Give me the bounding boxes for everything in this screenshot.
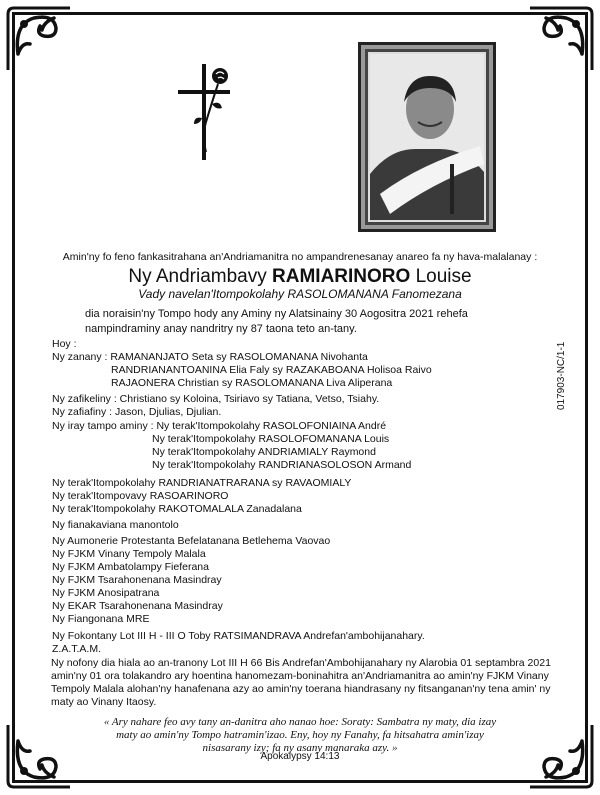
intro-text: Amin'ny fo feno fankasitrahana an'Andriamanitra no ampandrenesanay anareo fa ny hava-malalanay : bbox=[62, 251, 538, 263]
relatives-line: Ny terak'Itompovavy RASOARINORO bbox=[52, 490, 229, 502]
fokontany-line: Ny Fokontany Lot III H - III O Toby RATSIMANDRAVA Andrefan'ambohijanahary. bbox=[52, 630, 425, 642]
grandchildren: Ny zafikeliny : Christiano sy Koloina, Tsiriavo sy Tatiana, Vetso, Tsiahy. bbox=[52, 393, 380, 405]
ad-code: 017903-NC/1-1 bbox=[556, 341, 567, 410]
portrait-photo bbox=[358, 42, 496, 232]
name-main: RAMIARINORO bbox=[272, 266, 411, 287]
zatam-line: Z.A.T.A.M. bbox=[52, 643, 102, 655]
name-prefix: Ny Andriambavy bbox=[128, 266, 267, 287]
children-line: RAJAONERA Christian sy RASOLOMANANA Liva Aliperana bbox=[111, 377, 393, 389]
church-line: Ny FJKM Anosipatrana bbox=[52, 587, 160, 599]
relatives-line: Ny terak'Itompokolahy RANDRIANATRARANA sy RAVAOMIALY bbox=[52, 477, 352, 489]
death-notice: dia noraisin'ny Tompo hody any Aminy ny Alatsinainy 30 Aogositra 2021 rehefa nampindraminy anay nandritry ny 87 taona teto an-tany. bbox=[85, 308, 468, 335]
deceased-name bbox=[0, 266, 600, 288]
siblings-line: Ny terak'Itompokolahy RANDRIANASOLOSON Armand bbox=[152, 459, 412, 471]
siblings-line: Ny terak'Itompokolahy ANDRIAMIALY Raymond bbox=[152, 446, 376, 458]
corner-ornament bbox=[526, 4, 596, 74]
funeral-details: Ny nofony dia hiala ao an-tranony Lot III H 66 Bis Andrefan'Ambohijanahary ny Alarobia 01 septambra 2021 amin'ny 01 ora tolakandro ary hoentina hanomezam-boninahitra an'Andriamanitra ao amin'ny FJKM Vinany Tempoly Malala alohan'ny hanafenana azy ao amin'ny toerana hiandrasany ny fitsanganan'ny tena amin' ny maty ao Vinany Itaosy. bbox=[51, 657, 551, 708]
bible-verse: « Ary nahare feo avy tany an-danitra aho nanao hoe: Soraty: Sambatra ny maty, dia izay maty ao amin'ny Tompo hatramin'izao. Eny, hoy ny Fanahy, fa hitsahatra amin'izay nisasarany izy; fa ny asany manaraka azy. » bbox=[103, 716, 497, 754]
great-grandchildren: Ny zafiafiny : Jason, Djulias, Djulian. bbox=[52, 406, 222, 418]
church-line: Ny FJKM Ambatolampy Fieferana bbox=[52, 561, 209, 573]
children-line: Ny zanany : RAMANANJATO Seta sy RASOLOMANANA Nivohanta bbox=[52, 351, 368, 363]
children-line: RANDRIANANTOANINA Elia Faly sy RAZAKABOANA Holisoa Raivo bbox=[111, 364, 432, 376]
relatives-line: Ny terak'Itompokolahy RAKOTOMALALA Zanadalana bbox=[52, 503, 302, 515]
family-line: Ny fianakaviana manontolo bbox=[52, 519, 179, 531]
cross-rose-icon bbox=[172, 62, 242, 162]
verse-reference: Apokalypsy 14:13 bbox=[260, 751, 340, 762]
church-line: Ny EKAR Tsarahonenana Masindray bbox=[52, 600, 223, 612]
church-line: Ny Fiangonana MRE bbox=[52, 613, 150, 625]
widow-of: Vady navelan'Itompokolahy RASOLOMANANA Fanomezana bbox=[138, 287, 462, 301]
hoy-label: Hoy : bbox=[52, 338, 77, 350]
siblings-line: Ny iray tampo aminy : Ny terak'Itompokolahy RASOLOFONIAINA André bbox=[52, 420, 387, 432]
church-line: Ny FJKM Vinany Tempoly Malala bbox=[52, 548, 206, 560]
corner-ornament bbox=[4, 4, 74, 74]
church-line: Ny FJKM Tsarahonenana Masindray bbox=[52, 574, 222, 586]
church-line: Ny Aumonerie Protestanta Befelatanana Betlehema Vaovao bbox=[52, 535, 331, 547]
name-suffix: Louise bbox=[415, 266, 472, 287]
siblings-line: Ny terak'Itompokolahy RASOLOFOMANANA Louis bbox=[152, 433, 390, 445]
